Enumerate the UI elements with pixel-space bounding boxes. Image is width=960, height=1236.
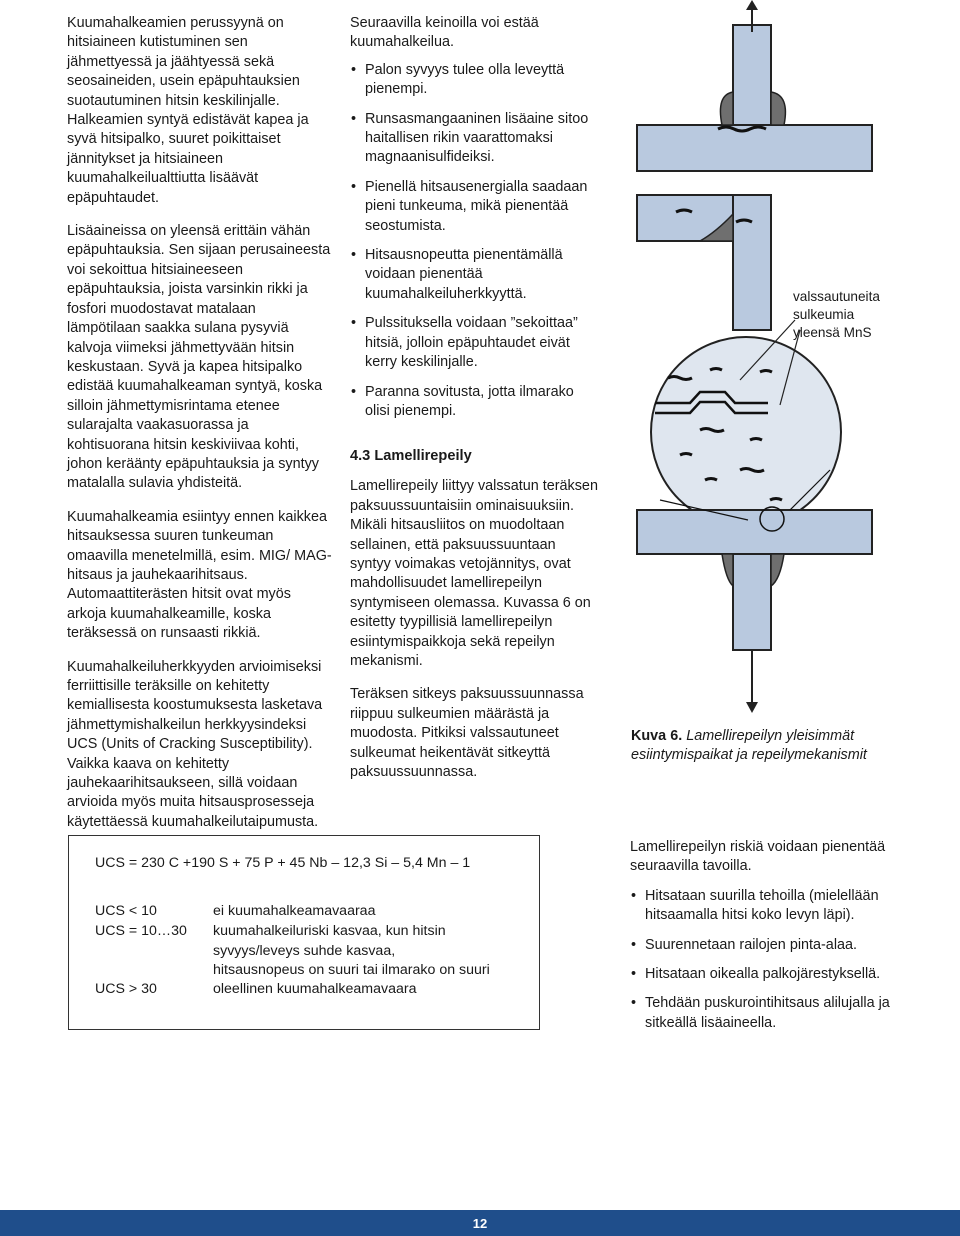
figure-label-line: yleensä MnS [793,325,872,340]
list-item: • Pulssituksella voidaan ”sekoittaa” hitsiä, jolloin epäpuhtaudet eivät kerry keskilinjalle. [350,314,600,372]
list-item: • Pienellä hitsausenergialla saadaan pieni tunkeuma, mikä pienentää seostumista. [350,178,600,236]
figure-label-line: valssautuneita [793,289,880,304]
ucs-value: hitsausnopeus on suuri tai ilmarako on suuri [213,962,490,978]
list-item: • Runsasmangaaninen lisäaine sitoo haitallisen rikin vaarattomaksi magnaanisulfideiksi. [350,110,600,168]
list-item: • Suurennetaan railojen pinta-alaa. [630,936,900,955]
caption-text: Lamellirepeilyn yleisimmät esiintymispaikat ja repeilymekanismit [631,728,867,763]
tension-arrow-bottom-icon [746,702,758,713]
vertical-plate-corner [733,195,771,330]
ucs-row [95,980,416,1000]
ucs-value: syvyys/leveys suhde kasvaa, [213,943,396,959]
list-item: • Hitsataan suurilla tehoilla (mielellään hitsaamalla hitsi koko levyn läpi). [630,887,900,926]
list-item: • Tehdään puskurointihitsaus alilujalla ja sitkeällä lisäaineella. [630,994,900,1033]
list-item: • Hitsausnopeutta pienentämällä voidaan pienentää kuumahalkeiluherkkyyttä. [350,246,600,304]
ucs-value: oleellinen kuumahalkeamavaara [213,981,417,997]
ucs-row [95,902,375,922]
list-item: • Palon syvyys tulee olla leveyttä pienempi. [350,61,600,100]
ucs-key: UCS > 30 [95,981,157,997]
weld-bottom-right [771,554,784,586]
magnifier-circle [651,337,841,527]
ucs-formula-box [68,835,540,1030]
paragraph: Kuumahalkeamia esiintyy ennen kaikkea hitsauksessa suuren tunkeuman omaavilla menetelmillä, esim. MIG/ MAG-hitsaus ja jauhekaarihitsaus. Automaattiterästen hitsit ovat myös arkoja kuumahalkeamille, koska teräksessä on runsaasti rikkiä. [67,508,332,642]
horizontal-plate-bottom [637,510,872,554]
list-item: • Paranna sovitusta, jotta ilmarako olisi pienempi. [350,383,600,422]
horizontal-plate-top [637,125,872,171]
paragraph: Teräksen sitkeys paksuussuunnassa riippuu sulkeumien määrästä ja muodosta. Pitkiksi valssautuneet sulkeumat heikentävät sitkeyttä paksuussuunnassa. [350,686,584,780]
page-number: 12 [472,1216,488,1231]
ucs-key: UCS < 10 [95,903,157,919]
weld-right [771,92,785,125]
ucs-row-cont [95,942,395,962]
text-column-middle [350,14,600,796]
vertical-plate-top [733,25,771,125]
ucs-row [95,922,446,942]
paragraph: Lamellirepeily liittyy valssatun teräksen paksuussuuntaisiin ominaisuuksiin. Mikäli hitsausliitos on muodoltaan sellainen, että paksuussuuntaan syntyy voimakas vetojännitys, ovat mahdollisuudet lamellirepeilyn syntymiseen olemassa. Kuvassa 6 on esitetty tyypillisiä lamellirepeilyn esiintymispaikkoja sekä repeilyn mekanismi. [350,478,598,669]
paragraph: Kuumahalkeiluherkkyyden arvioimiseksi ferriittisille teräksille on kehitetty kemiallisesta koostumuksesta lasketava jähmettymishalkeilun herkkyysindeksi UCS (Units of Cracking Susceptibility). Vaikka kaava on kehitetty jauhekaarihitsaukseen, sillä voidaan arvioida myös muita hitsausprosesseja käytettäessä kuumahalkeilutaipumusta. [67,658,323,830]
ucs-formula: UCS = 230 C +190 S + 75 P + 45 Nb – 12,3 Si – 5,4 Mn – 1 [95,855,471,871]
ucs-value: ei kuumahalkeamavaaraa [213,903,376,919]
mitigation-list [630,887,900,1033]
paragraph: Lamellirepeilyn riskiä voidaan pienentää seuraavilla tavoilla. [630,839,886,875]
figure-caption [631,727,911,765]
ucs-key: UCS = 10…30 [95,923,187,939]
prevention-list [350,61,600,422]
section-heading: 4.3 Lamellirepeily [350,448,472,465]
paragraph: Seuraavilla keinoilla voi estää kuumahalkeilua. [350,15,539,51]
page-footer [0,1210,960,1236]
tension-arrow-icon [746,0,758,10]
text-column-left [67,14,333,846]
figure-label-line: sulkeumia [793,307,855,322]
paragraph: Lisäaineissa on yleensä erittäin vähän epäpuhtauksia. Sen sijaan perusaineesta voi sekoittua hitsiaineeseen epäpuhtauksia, joista varsinkin rikki ja fosfori muodostavat matalaan lämpötilaan saakka sulana pysyviä kalvoja viimeksi jähmettyvään hitsin keskustaan. Syvä ja kapea hitsipalko edistää kuumahalkeaman syntyä, koska silloin jähmettymisrintama etenee sularajalta vaakasuorassa ja kohtisuorana hitsin keskiviivaa kohti, johon keräänty epäpuhtauksia ja syntyy matalalla sulavia yhdisteitä. [67,223,331,492]
ucs-row-cont [95,961,490,981]
ucs-value: kuumahalkeiluriski kasvaa, kun hitsin [213,923,446,939]
paragraph: Kuumahalkeamien perussyynä on hitsiaineen kutistuminen sen jähmettyessä ja jäähtyessä sekä seosaineiden, usein epäpuhtauksien suotautuminen hitsin keskilinjalle. Halkeamien syntyä edistävät kapea ja syvä hitsipalko, suuret poikittaiset jännitykset ja hitsiaineen kuumahalkeilualttiutta lisäävät epäpuhtaudet. [67,15,309,206]
list-item: • Hitsataan oikealla palkojärestyksellä. [630,965,900,984]
weld-left [720,92,733,125]
caption-number: Kuva 6. [631,728,683,744]
weld-bottom-left [722,554,733,586]
lamellar-tearing-figure [620,0,950,720]
figure-label [793,288,913,342]
text-column-right [630,838,900,1053]
